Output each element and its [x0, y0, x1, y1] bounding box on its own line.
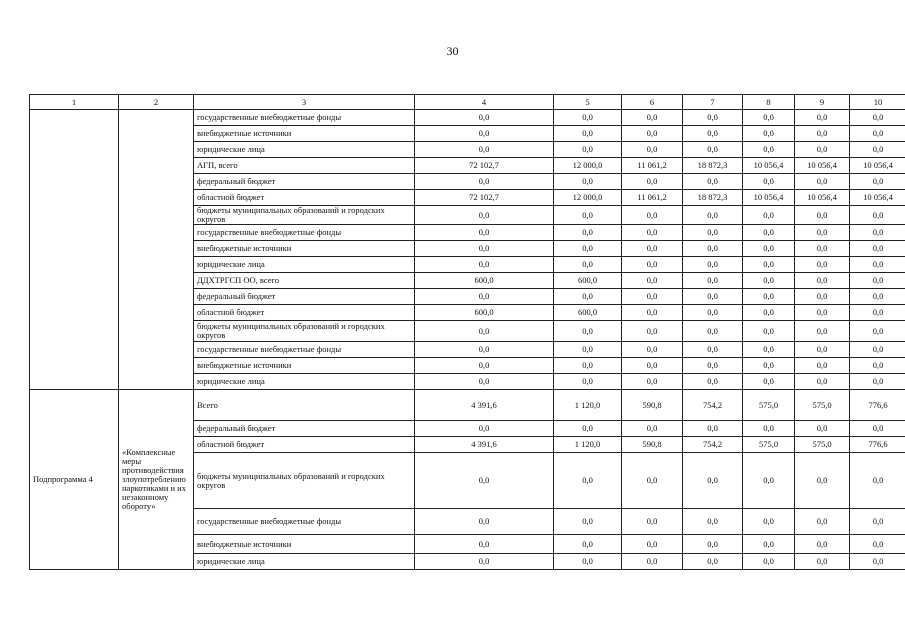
- amount-cell: 0,0: [683, 554, 743, 570]
- amount-cell: 0,0: [683, 374, 743, 390]
- amount-cell: 0,0: [795, 126, 850, 142]
- amount-cell: 0,0: [554, 241, 622, 257]
- amount-cell: 0,0: [622, 321, 683, 342]
- funding-source-label: государственные внебюджетные фонды: [194, 509, 415, 535]
- amount-cell: 0,0: [683, 142, 743, 158]
- amount-cell: 0,0: [743, 273, 795, 289]
- amount-cell: 0,0: [554, 257, 622, 273]
- funding-source-label: юридические лица: [194, 374, 415, 390]
- amount-cell: 0,0: [743, 453, 795, 509]
- amount-cell: 4 391,6: [415, 437, 554, 453]
- amount-cell: 0,0: [795, 535, 850, 554]
- amount-cell: 0,0: [415, 289, 554, 305]
- amount-cell: 0,0: [622, 241, 683, 257]
- amount-cell: 590,8: [622, 390, 683, 421]
- amount-cell: 0,0: [554, 554, 622, 570]
- amount-cell: 0,0: [415, 358, 554, 374]
- amount-cell: 0,0: [850, 374, 905, 390]
- amount-cell: 0,0: [622, 535, 683, 554]
- amount-cell: 0,0: [795, 421, 850, 437]
- column-header: 9: [795, 95, 850, 110]
- funding-source-label: бюджеты муниципальных образований и городских округов: [194, 453, 415, 509]
- amount-cell: 11 061,2: [622, 158, 683, 174]
- funding-source-label: областной бюджет: [194, 305, 415, 321]
- amount-cell: 0,0: [683, 126, 743, 142]
- funding-source-label: федеральный бюджет: [194, 421, 415, 437]
- amount-cell: 0,0: [743, 374, 795, 390]
- amount-cell: 0,0: [622, 225, 683, 241]
- amount-cell: 0,0: [795, 374, 850, 390]
- amount-cell: 10 056,4: [743, 158, 795, 174]
- header-row: [30, 95, 905, 110]
- table-row: [30, 390, 905, 421]
- funding-source-label: федеральный бюджет: [194, 289, 415, 305]
- amount-cell: 0,0: [850, 289, 905, 305]
- amount-cell: 0,0: [622, 206, 683, 225]
- funding-source-label: областной бюджет: [194, 190, 415, 206]
- amount-cell: 0,0: [850, 509, 905, 535]
- program-code-cell: [30, 110, 119, 390]
- amount-cell: 0,0: [850, 110, 905, 126]
- amount-cell: 0,0: [850, 342, 905, 358]
- page-number: 30: [446, 44, 459, 58]
- amount-cell: 0,0: [683, 509, 743, 535]
- table-body: [30, 110, 905, 570]
- amount-cell: 0,0: [554, 535, 622, 554]
- amount-cell: 12 000,0: [554, 190, 622, 206]
- amount-cell: 0,0: [415, 174, 554, 190]
- amount-cell: 0,0: [554, 321, 622, 342]
- amount-cell: 0,0: [795, 225, 850, 241]
- amount-cell: 0,0: [554, 206, 622, 225]
- amount-cell: 0,0: [622, 110, 683, 126]
- amount-cell: 10 056,4: [795, 190, 850, 206]
- amount-cell: 575,0: [795, 437, 850, 453]
- amount-cell: 0,0: [795, 321, 850, 342]
- amount-cell: 0,0: [415, 321, 554, 342]
- amount-cell: 0,0: [622, 342, 683, 358]
- amount-cell: 0,0: [622, 421, 683, 437]
- amount-cell: 0,0: [415, 554, 554, 570]
- amount-cell: 0,0: [795, 110, 850, 126]
- amount-cell: 0,0: [683, 273, 743, 289]
- amount-cell: 0,0: [795, 174, 850, 190]
- amount-cell: 0,0: [683, 241, 743, 257]
- amount-cell: 0,0: [743, 126, 795, 142]
- amount-cell: 10 056,4: [850, 158, 905, 174]
- amount-cell: 0,0: [554, 509, 622, 535]
- amount-cell: 0,0: [554, 421, 622, 437]
- amount-cell: 0,0: [415, 257, 554, 273]
- amount-cell: 0,0: [622, 554, 683, 570]
- amount-cell: 0,0: [795, 554, 850, 570]
- amount-cell: 0,0: [743, 174, 795, 190]
- amount-cell: 0,0: [622, 142, 683, 158]
- amount-cell: 776,6: [850, 437, 905, 453]
- amount-cell: 776,6: [850, 390, 905, 421]
- amount-cell: 0,0: [415, 126, 554, 142]
- amount-cell: 0,0: [683, 289, 743, 305]
- amount-cell: 0,0: [415, 453, 554, 509]
- amount-cell: 0,0: [795, 453, 850, 509]
- amount-cell: 0,0: [554, 142, 622, 158]
- amount-cell: 0,0: [554, 225, 622, 241]
- amount-cell: 0,0: [622, 374, 683, 390]
- amount-cell: 10 056,4: [743, 190, 795, 206]
- amount-cell: 0,0: [850, 142, 905, 158]
- amount-cell: 0,0: [554, 174, 622, 190]
- amount-cell: 0,0: [683, 206, 743, 225]
- amount-cell: 0,0: [415, 374, 554, 390]
- amount-cell: 0,0: [415, 225, 554, 241]
- funding-source-label: Всего: [194, 390, 415, 421]
- amount-cell: 0,0: [795, 257, 850, 273]
- amount-cell: 0,0: [743, 321, 795, 342]
- column-header: 7: [683, 95, 743, 110]
- amount-cell: 12 000,0: [554, 158, 622, 174]
- subprogram-code: Подпрограмма 4: [30, 390, 119, 570]
- amount-cell: 0,0: [795, 342, 850, 358]
- column-header: 2: [119, 95, 194, 110]
- amount-cell: 0,0: [683, 342, 743, 358]
- funding-source-label: бюджеты муниципальных образований и городских округов: [194, 321, 415, 342]
- amount-cell: 0,0: [622, 509, 683, 535]
- amount-cell: 0,0: [743, 509, 795, 535]
- amount-cell: 0,0: [415, 110, 554, 126]
- budget-table: [29, 94, 905, 570]
- amount-cell: 0,0: [795, 241, 850, 257]
- funding-source-label: федеральный бюджет: [194, 174, 415, 190]
- amount-cell: 0,0: [850, 554, 905, 570]
- amount-cell: 0,0: [415, 206, 554, 225]
- amount-cell: 0,0: [850, 174, 905, 190]
- amount-cell: 4 391,6: [415, 390, 554, 421]
- amount-cell: 0,0: [743, 142, 795, 158]
- amount-cell: 0,0: [795, 289, 850, 305]
- amount-cell: 0,0: [554, 289, 622, 305]
- funding-source-label: бюджеты муниципальных образований и городских округов: [194, 206, 415, 225]
- amount-cell: 0,0: [622, 453, 683, 509]
- funding-source-label: внебюджетные источники: [194, 241, 415, 257]
- amount-cell: 0,0: [850, 305, 905, 321]
- amount-cell: 0,0: [743, 289, 795, 305]
- amount-cell: 0,0: [415, 509, 554, 535]
- amount-cell: 72 102,7: [415, 190, 554, 206]
- amount-cell: 0,0: [683, 321, 743, 342]
- amount-cell: 0,0: [795, 358, 850, 374]
- amount-cell: 0,0: [683, 257, 743, 273]
- amount-cell: 0,0: [683, 174, 743, 190]
- funding-source-label: ДДХТРГСП ОО, всего: [194, 273, 415, 289]
- amount-cell: 10 056,4: [795, 158, 850, 174]
- amount-cell: 0,0: [850, 321, 905, 342]
- amount-cell: 0,0: [622, 126, 683, 142]
- column-header: 6: [622, 95, 683, 110]
- amount-cell: 11 061,2: [622, 190, 683, 206]
- amount-cell: 0,0: [415, 421, 554, 437]
- amount-cell: 0,0: [683, 305, 743, 321]
- amount-cell: 0,0: [622, 174, 683, 190]
- amount-cell: 0,0: [743, 342, 795, 358]
- amount-cell: 0,0: [795, 142, 850, 158]
- amount-cell: 575,0: [743, 437, 795, 453]
- amount-cell: 0,0: [743, 206, 795, 225]
- amount-cell: 600,0: [415, 273, 554, 289]
- amount-cell: 0,0: [850, 535, 905, 554]
- amount-cell: 0,0: [850, 126, 905, 142]
- amount-cell: 0,0: [850, 241, 905, 257]
- amount-cell: 0,0: [683, 225, 743, 241]
- amount-cell: 0,0: [850, 225, 905, 241]
- amount-cell: 0,0: [554, 110, 622, 126]
- table-row: [30, 110, 905, 126]
- amount-cell: 575,0: [795, 390, 850, 421]
- amount-cell: 0,0: [554, 374, 622, 390]
- column-header: 1: [30, 95, 119, 110]
- amount-cell: 0,0: [554, 126, 622, 142]
- amount-cell: 0,0: [683, 358, 743, 374]
- amount-cell: 0,0: [554, 453, 622, 509]
- amount-cell: 0,0: [622, 289, 683, 305]
- column-header: 10: [850, 95, 905, 110]
- amount-cell: 18 872,3: [683, 158, 743, 174]
- subprogram-title: «Комплексные меры противодействия злоупотреблению наркотиками и их незаконному обороту»: [119, 390, 194, 570]
- amount-cell: 1 120,0: [554, 437, 622, 453]
- amount-cell: 0,0: [622, 273, 683, 289]
- amount-cell: 0,0: [683, 535, 743, 554]
- amount-cell: 0,0: [622, 257, 683, 273]
- funding-source-label: внебюджетные источники: [194, 535, 415, 554]
- amount-cell: 0,0: [683, 421, 743, 437]
- amount-cell: 0,0: [795, 273, 850, 289]
- amount-cell: 0,0: [622, 358, 683, 374]
- amount-cell: 10 056,4: [850, 190, 905, 206]
- amount-cell: 575,0: [743, 390, 795, 421]
- column-header: 3: [194, 95, 415, 110]
- amount-cell: 0,0: [743, 358, 795, 374]
- column-header: 4: [415, 95, 554, 110]
- amount-cell: 0,0: [850, 257, 905, 273]
- amount-cell: 754,2: [683, 390, 743, 421]
- amount-cell: 0,0: [795, 206, 850, 225]
- amount-cell: 600,0: [554, 273, 622, 289]
- funding-source-label: внебюджетные источники: [194, 358, 415, 374]
- amount-cell: 0,0: [743, 554, 795, 570]
- column-header: 5: [554, 95, 622, 110]
- amount-cell: 0,0: [622, 305, 683, 321]
- amount-cell: 0,0: [743, 110, 795, 126]
- amount-cell: 0,0: [554, 358, 622, 374]
- amount-cell: 0,0: [795, 305, 850, 321]
- amount-cell: 0,0: [850, 453, 905, 509]
- amount-cell: 0,0: [743, 421, 795, 437]
- funding-source-label: юридические лица: [194, 257, 415, 273]
- amount-cell: 600,0: [415, 305, 554, 321]
- amount-cell: 0,0: [743, 225, 795, 241]
- amount-cell: 0,0: [850, 273, 905, 289]
- funding-source-label: областной бюджет: [194, 437, 415, 453]
- amount-cell: 0,0: [683, 110, 743, 126]
- funding-source-label: юридические лица: [194, 554, 415, 570]
- funding-source-label: юридические лица: [194, 142, 415, 158]
- amount-cell: 0,0: [415, 535, 554, 554]
- funding-source-label: государственные внебюджетные фонды: [194, 110, 415, 126]
- amount-cell: 0,0: [415, 241, 554, 257]
- amount-cell: 18 872,3: [683, 190, 743, 206]
- amount-cell: 0,0: [554, 342, 622, 358]
- amount-cell: 0,0: [743, 257, 795, 273]
- amount-cell: 0,0: [795, 509, 850, 535]
- amount-cell: 0,0: [743, 241, 795, 257]
- amount-cell: 590,8: [622, 437, 683, 453]
- amount-cell: 0,0: [683, 453, 743, 509]
- amount-cell: 0,0: [415, 142, 554, 158]
- amount-cell: 72 102,7: [415, 158, 554, 174]
- funding-source-label: внебюджетные источники: [194, 126, 415, 142]
- amount-cell: 0,0: [850, 421, 905, 437]
- program-title-cell: [119, 110, 194, 390]
- column-header: 8: [743, 95, 795, 110]
- funding-source-label: государственные внебюджетные фонды: [194, 342, 415, 358]
- amount-cell: 0,0: [850, 206, 905, 225]
- amount-cell: 0,0: [743, 535, 795, 554]
- amount-cell: 754,2: [683, 437, 743, 453]
- amount-cell: 0,0: [850, 358, 905, 374]
- amount-cell: 1 120,0: [554, 390, 622, 421]
- amount-cell: 0,0: [415, 342, 554, 358]
- funding-source-label: государственные внебюджетные фонды: [194, 225, 415, 241]
- funding-source-label: АГП, всего: [194, 158, 415, 174]
- amount-cell: 0,0: [743, 305, 795, 321]
- amount-cell: 600,0: [554, 305, 622, 321]
